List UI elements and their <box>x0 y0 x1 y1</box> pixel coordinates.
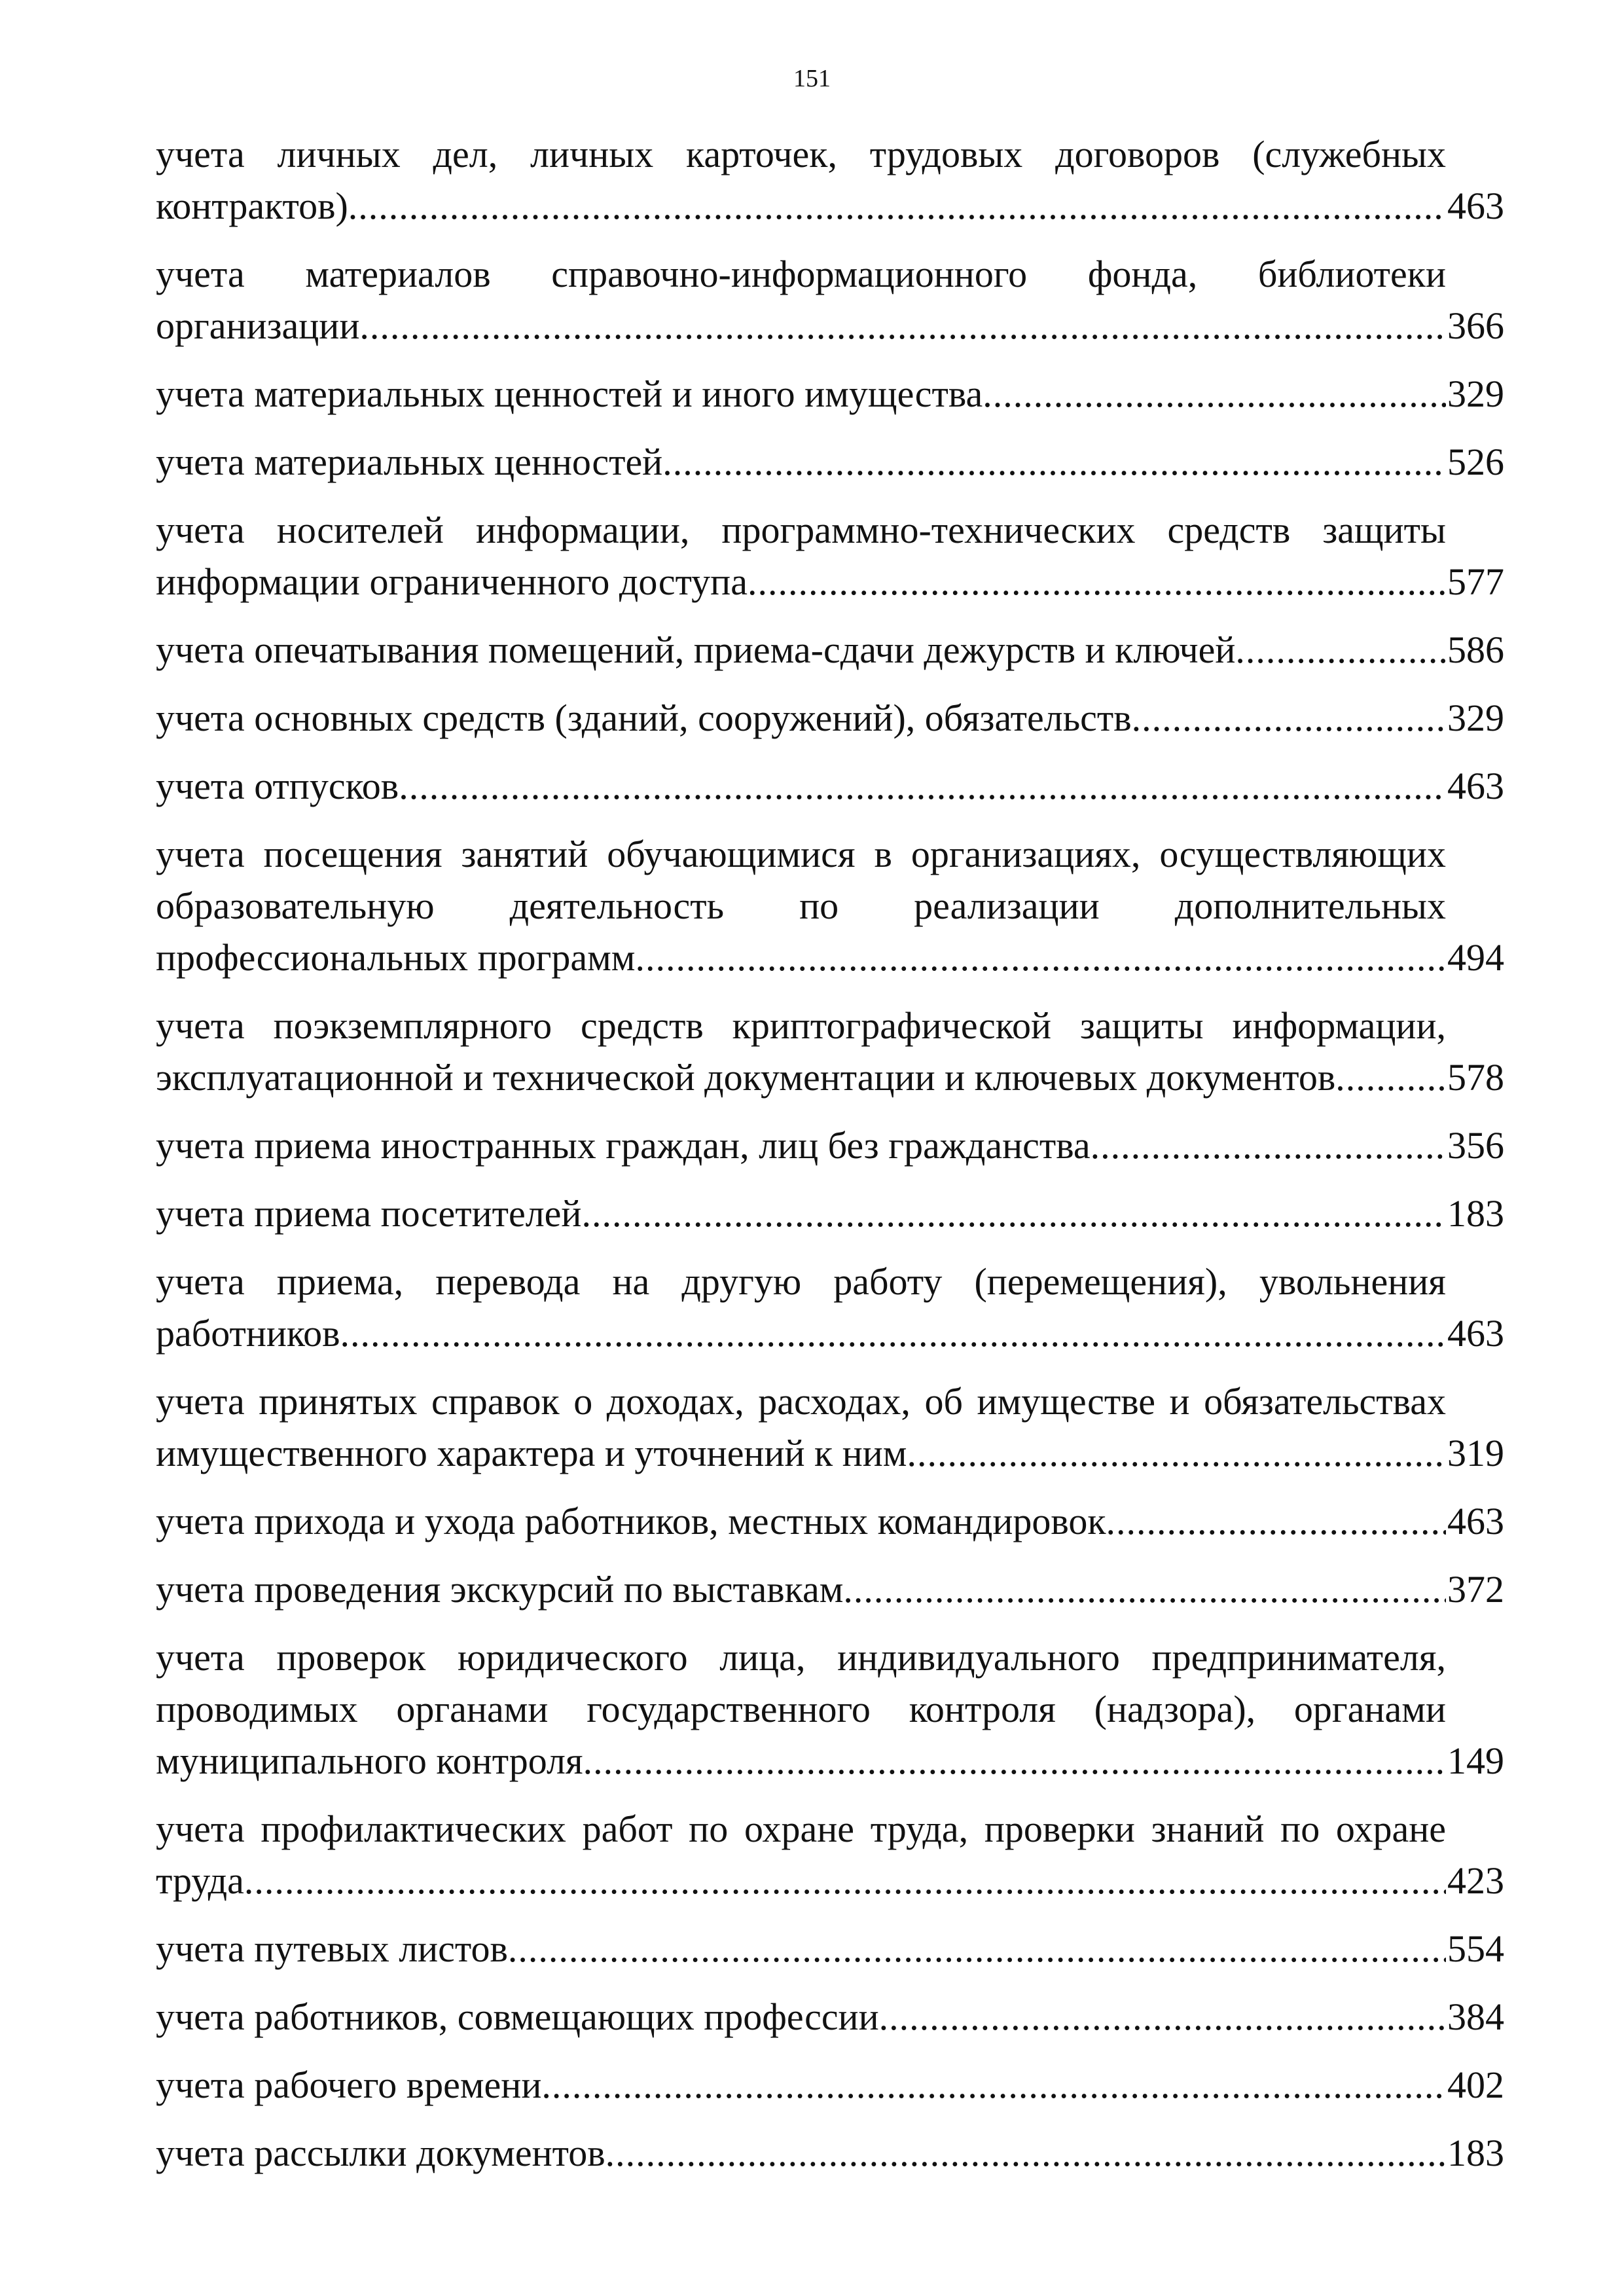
index-entry-line <box>156 932 1446 983</box>
index-entry <box>156 692 1504 744</box>
index-entry-line: учета проверок юридического лица, индивидуального предпринимателя, <box>156 1636 1446 1679</box>
index-entry-page: 577 <box>1447 560 1504 603</box>
index-entry-line <box>156 436 1446 488</box>
dot-leader <box>348 180 1446 232</box>
index-entry-line <box>156 1991 1446 2043</box>
index-entry <box>156 248 1504 352</box>
dot-leader <box>605 2127 1446 2179</box>
dot-leader <box>583 1735 1446 1787</box>
index-entry-text: имущественного характера и уточнений к ним <box>156 1432 907 1474</box>
dot-leader <box>399 760 1446 812</box>
dot-leader <box>541 2059 1446 2111</box>
index-entry-page: 494 <box>1447 936 1504 979</box>
dot-leader <box>359 300 1446 352</box>
index-entry-page: 402 <box>1447 2064 1504 2106</box>
dot-leader <box>1132 692 1446 744</box>
index-entry-text: учета проведения экскурсий по выставкам <box>156 1568 844 1611</box>
index-entry-text: труда <box>156 1859 244 1902</box>
dot-leader <box>843 1563 1446 1615</box>
index-entry <box>156 436 1504 488</box>
index-entry-line <box>156 180 1446 232</box>
index-entry-line <box>156 300 1446 352</box>
index-entry-text: учета рабочего времени <box>156 2064 542 2106</box>
index-entry <box>156 1991 1504 2043</box>
index-entry <box>156 1256 1504 1359</box>
index-entry <box>156 1631 1504 1787</box>
index-entry-page: 463 <box>1447 1500 1504 1542</box>
index-entry <box>156 1563 1504 1615</box>
index-entry-text: учета опечатывания помещений, приема-сдачи дежурств и ключей <box>156 629 1236 671</box>
index-entry-page: 384 <box>1447 1995 1504 2038</box>
dot-leader <box>1335 1051 1446 1103</box>
index-entry <box>156 1188 1504 1239</box>
index-entry-line <box>156 1923 1446 1975</box>
index-entry <box>156 1000 1504 1103</box>
index-entry-page: 329 <box>1447 373 1504 415</box>
dot-leader <box>748 556 1446 608</box>
index-entry-line: учета принятых справок о доходах, расходах, об имуществе и обязательствах <box>156 1380 1446 1423</box>
dot-leader <box>1091 1120 1446 1171</box>
index-entry <box>156 2127 1504 2179</box>
dot-leader <box>581 1188 1446 1239</box>
index-entry-line <box>156 760 1446 812</box>
index-entry-line: учета профилактических работ по охране труда, проверки знаний по охране <box>156 1808 1446 1850</box>
index-entry-page: 356 <box>1447 1124 1504 1167</box>
dot-leader <box>244 1855 1446 1906</box>
index-entry-line <box>156 1051 1446 1103</box>
dot-leader <box>907 1427 1446 1479</box>
index-entry-page: 149 <box>1447 1740 1504 1782</box>
index-entry-line: проводимых органами государственного контроля (надзора), органами <box>156 1688 1446 1730</box>
index-entry-page: 183 <box>1447 2132 1504 2174</box>
index-entry-page: 183 <box>1447 1192 1504 1235</box>
dot-leader <box>1235 624 1446 676</box>
index-entry-line: учета поэкземплярного средств криптографической защиты информации, <box>156 1004 1446 1047</box>
index-entry-page: 554 <box>1447 1927 1504 1970</box>
index-entry-text: учета прихода и ухода работников, местных командировок <box>156 1500 1106 1542</box>
index-entry-text: учета материальных ценностей и иного имущества <box>156 373 983 415</box>
index-entry-line <box>156 1563 1446 1615</box>
index-entry <box>156 504 1504 608</box>
index-entry-page: 463 <box>1447 765 1504 807</box>
index-entry-text: работников <box>156 1312 340 1355</box>
index-entry <box>156 2059 1504 2111</box>
index-entry-line <box>156 2059 1446 2111</box>
index-entry <box>156 1120 1504 1171</box>
dot-leader <box>879 1991 1446 2043</box>
index-entry-line: образовательную деятельность по реализации дополнительных <box>156 884 1446 927</box>
index-entry-line <box>156 692 1446 744</box>
index-entry-page: 372 <box>1447 1568 1504 1611</box>
index-entry-text: учета работников, совмещающих профессии <box>156 1995 879 2038</box>
index-entry <box>156 1923 1504 1975</box>
index-entry <box>156 368 1504 420</box>
dot-leader <box>636 932 1446 983</box>
index-entry-text: учета путевых листов <box>156 1927 508 1970</box>
index-entry-line <box>156 624 1446 676</box>
index-entry-text: учета отпусков <box>156 765 399 807</box>
index-entry-page: 578 <box>1447 1056 1504 1099</box>
index-entry-page: 526 <box>1447 441 1504 483</box>
index-entry-line <box>156 1427 1446 1479</box>
index-entry-text: профессиональных программ <box>156 936 636 979</box>
index-entry <box>156 128 1504 232</box>
index-entry <box>156 1376 1504 1479</box>
index-entry-line: учета личных дел, личных карточек, трудовых договоров (служебных <box>156 133 1446 175</box>
index-entry-text: контрактов) <box>156 185 348 227</box>
page-number: 151 <box>793 65 831 92</box>
index-entry <box>156 624 1504 676</box>
index-entry <box>156 1803 1504 1906</box>
index-entry-page: 423 <box>1447 1859 1504 1902</box>
index-entry-line <box>156 368 1446 420</box>
index-entry-text: учета основных средств (зданий, сооружений), обязательств <box>156 697 1132 739</box>
dot-leader <box>508 1923 1446 1975</box>
index-entry-line <box>156 1188 1446 1239</box>
dot-leader <box>1106 1495 1446 1547</box>
index-entry-text: информации ограниченного доступа <box>156 560 748 603</box>
index-entry-line: учета материалов справочно-информационного фонда, библиотеки <box>156 253 1446 295</box>
index-entry-line <box>156 1855 1446 1906</box>
index-entry-page: 463 <box>1447 1312 1504 1355</box>
dot-leader <box>662 436 1446 488</box>
index-entry-text: учета приема иностранных граждан, лиц без гражданства <box>156 1124 1091 1167</box>
index-entry-text: учета приема посетителей <box>156 1192 582 1235</box>
dot-leader <box>983 368 1446 420</box>
index-entry-line <box>156 1495 1446 1547</box>
index-entry-page: 329 <box>1447 697 1504 739</box>
index-entry <box>156 760 1504 812</box>
index-entry-text: муниципального контроля <box>156 1740 583 1782</box>
index-entry-line <box>156 1307 1446 1359</box>
index-entry-text: учета рассылки документов <box>156 2132 605 2174</box>
index-entry-text: учета материальных ценностей <box>156 441 663 483</box>
index-entry-line <box>156 556 1446 608</box>
index-entry-line <box>156 2127 1446 2179</box>
index-list <box>156 128 1504 2195</box>
dot-leader <box>340 1307 1446 1359</box>
index-entry-text: эксплуатационной и технической документации и ключевых документов <box>156 1056 1336 1099</box>
index-entry-line <box>156 1120 1446 1171</box>
index-entry-line: учета носителей информации, программно-технических средств защиты <box>156 509 1446 551</box>
index-entry-page: 319 <box>1447 1432 1504 1474</box>
index-entry-line: учета приема, перевода на другую работу (перемещения), увольнения <box>156 1260 1446 1303</box>
index-entry <box>156 828 1504 983</box>
index-entry-line: учета посещения занятий обучающимися в организациях, осуществляющих <box>156 833 1446 875</box>
index-entry-page: 366 <box>1447 304 1504 347</box>
index-entry-text: организации <box>156 304 360 347</box>
index-entry <box>156 1495 1504 1547</box>
index-entry-page: 586 <box>1447 629 1504 671</box>
index-entry-page: 463 <box>1447 185 1504 227</box>
index-entry-line <box>156 1735 1446 1787</box>
